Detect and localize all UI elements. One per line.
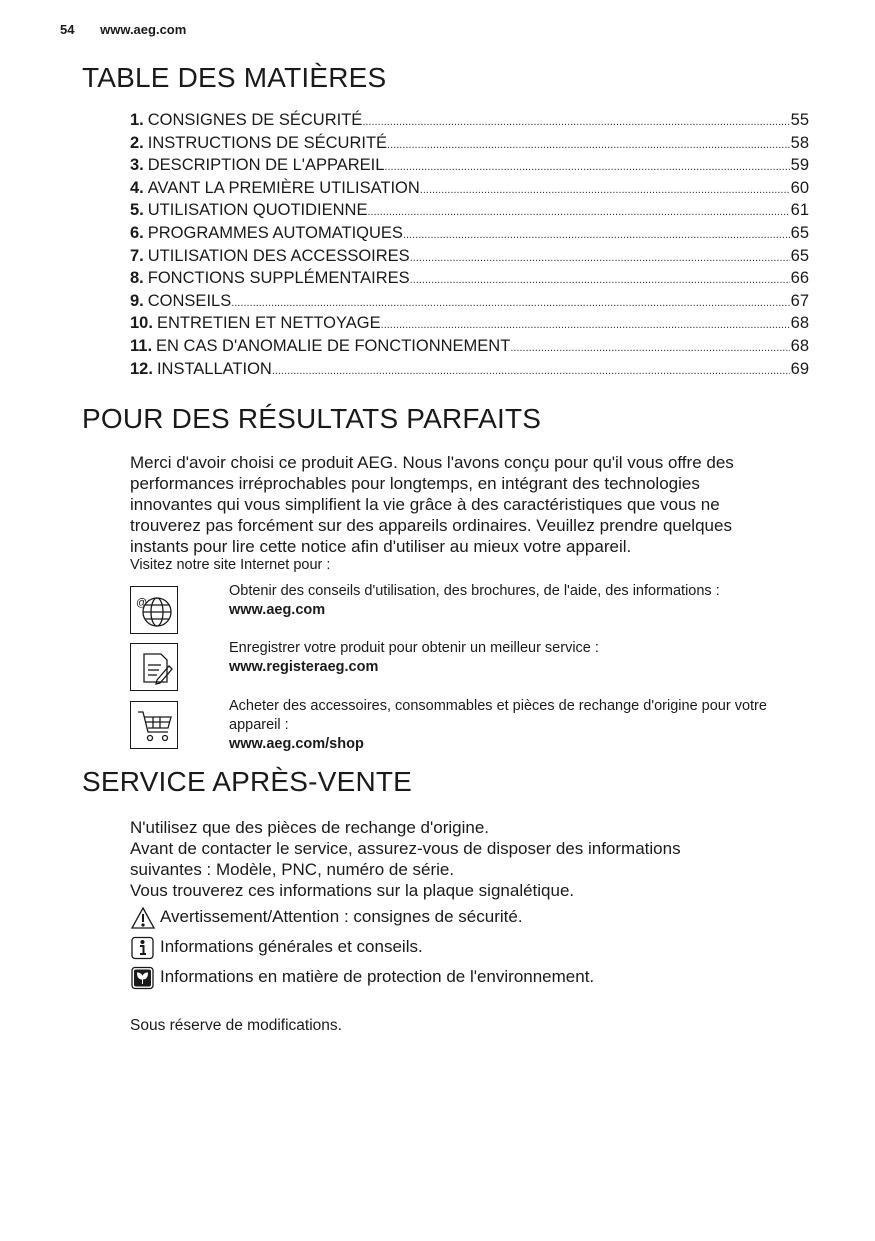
toc-number: 11. <box>130 336 153 355</box>
toc-number: 12. <box>130 359 153 378</box>
warning-icon <box>130 906 156 928</box>
toc-label: AVANT LA PREMIÈRE UTILISATION <box>147 178 420 197</box>
link-description: Acheter des accessoires, consommables et pièces de rechange d'origine pour votre appareil : <box>229 698 767 733</box>
page-header <box>60 22 208 37</box>
toc-number: 8. <box>130 269 144 288</box>
toc-item[interactable] <box>130 224 809 247</box>
toc-page: 58 <box>790 133 809 152</box>
visit-text: Visitez notre site Internet pour : <box>130 557 331 573</box>
link-block <box>229 582 819 620</box>
intro-line: instants pour lire cette notice afin d'utiliser au mieux votre appareil. <box>130 537 632 556</box>
link-url[interactable]: www.registeraeg.com <box>229 659 379 675</box>
link-url[interactable]: www.aeg.com <box>229 602 326 618</box>
toc-number: 4. <box>130 178 144 197</box>
link-block <box>229 639 819 677</box>
toc-label: PROGRAMMES AUTOMATIQUES <box>147 223 403 242</box>
toc-page: 55 <box>790 111 809 129</box>
toc-number: 1. <box>130 111 144 129</box>
service-line: Avant de contacter le service, assurez-vous de disposer des informations <box>130 839 681 858</box>
toc-page: 65 <box>790 246 809 265</box>
svg-text:@: @ <box>136 597 148 609</box>
toc-item[interactable] <box>130 156 809 179</box>
environment-icon <box>130 966 156 988</box>
toc-label: INSTRUCTIONS DE SÉCURITÉ <box>147 133 388 152</box>
service-title: SERVICE APRÈS-VENTE <box>82 766 413 797</box>
reserve-note: Sous réserve de modifications. <box>130 1017 342 1034</box>
toc-item[interactable] <box>130 337 809 360</box>
toc-title: TABLE DES MATIÈRES <box>82 62 387 93</box>
link-block <box>229 697 819 754</box>
toc-item[interactable] <box>130 360 809 383</box>
symbol-text: Informations générales et conseils. <box>160 937 423 956</box>
toc-label: CONSIGNES DE SÉCURITÉ <box>147 111 363 129</box>
toc-page: 65 <box>790 223 809 242</box>
toc-page: 66 <box>790 269 809 288</box>
toc-number: 2. <box>130 133 144 152</box>
toc-label: EN CAS D'ANOMALIE DE FONCTIONNEMENT <box>156 336 511 355</box>
symbol-row <box>130 936 423 958</box>
toc-number: 3. <box>130 156 144 175</box>
header-site[interactable]: www.aeg.com <box>100 22 187 37</box>
page-number: 54 <box>60 22 75 37</box>
toc-page: 61 <box>790 201 809 220</box>
toc-page: 68 <box>790 314 809 333</box>
toc-page: 68 <box>790 336 809 355</box>
link-description: Obtenir des conseils d'utilisation, des brochures, de l'aide, des informations : <box>229 583 720 599</box>
toc-number: 6. <box>130 223 144 242</box>
toc-item[interactable] <box>130 111 809 134</box>
cart-icon <box>130 701 178 749</box>
toc-item[interactable] <box>130 134 809 157</box>
link-url[interactable]: www.aeg.com/shop <box>229 736 364 752</box>
intro-paragraph <box>130 452 810 557</box>
globe-icon <box>130 586 178 634</box>
toc-item[interactable] <box>130 179 809 202</box>
toc-page: 60 <box>790 178 809 197</box>
toc-page: 59 <box>790 156 809 175</box>
toc-label: UTILISATION DES ACCESSOIRES <box>147 246 410 265</box>
toc-label: INSTALLATION <box>156 359 272 378</box>
toc-label: DESCRIPTION DE L'APPAREIL <box>147 156 385 175</box>
toc-item[interactable] <box>130 292 809 315</box>
toc-item[interactable] <box>130 269 809 292</box>
toc-label: ENTRETIEN ET NETTOYAGE <box>156 314 381 333</box>
service-line: suivantes : Modèle, PNC, numéro de série. <box>130 860 455 879</box>
toc-label: UTILISATION QUOTIDIENNE <box>147 201 368 220</box>
toc-label: CONSEILS <box>147 291 232 310</box>
toc-number: 7. <box>130 246 144 265</box>
toc-item[interactable] <box>130 247 809 270</box>
intro-line: performances irréprochables pour longtemps, en intégrant des technologies <box>130 474 700 493</box>
service-line: Vous trouverez ces informations sur la plaque signalétique. <box>130 881 575 900</box>
toc-label: FONCTIONS SUPPLÉMENTAIRES <box>147 269 410 288</box>
symbol-row <box>130 966 594 988</box>
service-paragraph <box>130 817 820 901</box>
results-title: POUR DES RÉSULTATS PARFAITS <box>82 403 542 434</box>
intro-line: innovantes qui vous simplifient la vie grâce à des caractéristiques que vous ne <box>130 495 720 514</box>
intro-line: Merci d'avoir choisi ce produit AEG. Nous l'avons conçu pour qu'il vous offre des <box>130 453 734 472</box>
toc-number: 9. <box>130 291 144 310</box>
toc-page: 67 <box>790 291 809 310</box>
symbol-text: Informations en matière de protection de l'environnement. <box>160 967 595 986</box>
service-line: N'utilisez que des pièces de rechange d'origine. <box>130 818 489 837</box>
toc-item[interactable] <box>130 201 809 224</box>
symbol-row <box>130 906 523 928</box>
toc-number: 5. <box>130 201 144 220</box>
register-icon <box>130 643 178 691</box>
toc-number: 10. <box>130 314 153 333</box>
link-description: Enregistrer votre produit pour obtenir un meilleur service : <box>229 640 599 656</box>
toc-item[interactable] <box>130 314 809 337</box>
info-icon <box>130 936 156 958</box>
symbol-text: Avertissement/Attention : consignes de sécurité. <box>160 907 523 926</box>
table-of-contents <box>130 111 809 382</box>
toc-page: 69 <box>790 359 809 378</box>
intro-line: trouverez pas forcément sur des appareils ordinaires. Veuillez prendre quelques <box>130 516 732 535</box>
